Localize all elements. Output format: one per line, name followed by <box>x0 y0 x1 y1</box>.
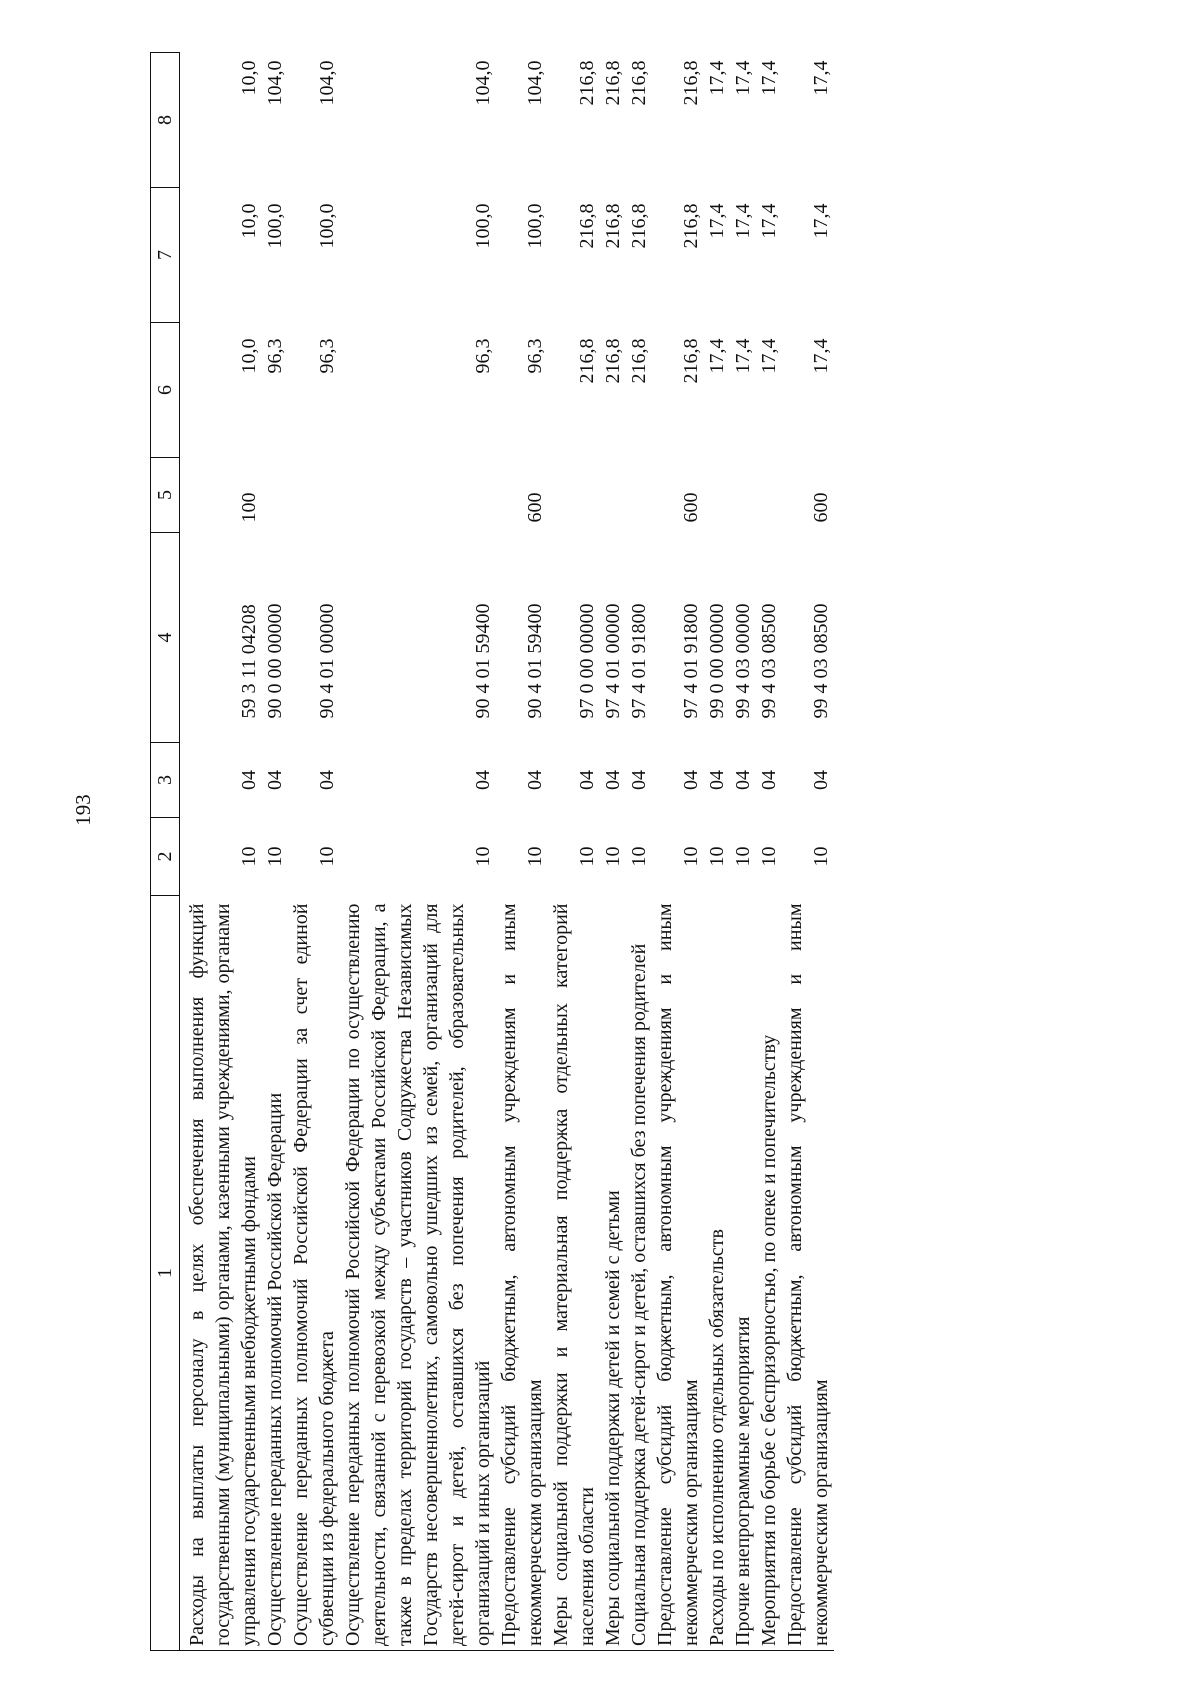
table-row <box>548 53 600 1651</box>
row-target-code: 99 4 03 08500 <box>758 603 780 719</box>
row-name: Предоставление субсидий бюджетным, автономным учреждениям и иным некоммерческим организациям <box>652 896 704 1651</box>
row-value-col-8: 17,4 <box>706 60 728 96</box>
row-value-col-6: 216,8 <box>628 338 650 384</box>
table-body <box>180 53 835 1651</box>
header-col-5: 5 <box>151 458 180 533</box>
row-value-col-7: 100,0 <box>264 203 286 249</box>
row-section: 10 <box>238 846 260 867</box>
row-name: Прочие внепрограммные мероприятия <box>730 896 756 1651</box>
row-subsection: 04 <box>576 770 598 790</box>
row-name: Осуществление переданных полномочий Российской Федерации <box>262 896 288 1651</box>
row-subsection: 04 <box>238 770 260 790</box>
header-col-8: 8 <box>151 53 180 188</box>
row-name: Осуществление переданных полномочий Российской Федерации по осуществлению деятельности, связанной с перевозкой между субъектами Российской Федерации, а также в пределах территорий государств – участников Содружества Независимых Государств несовершеннолетних, самовольно ушедших из семей, организаций для детей-сирот и детей, оставшихся без попечения родителей, образовательных организаций и иных организаций <box>340 896 496 1651</box>
row-expense-type: 600 <box>524 492 546 523</box>
row-value-col-8: 104,0 <box>472 60 494 106</box>
header-col-2: 2 <box>151 818 180 896</box>
row-value-col-6: 17,4 <box>758 338 780 374</box>
row-name: Осуществление переданных полномочий Российской Федерации за счет единой субвенции из федерального бюджета <box>288 896 340 1651</box>
row-name: Предоставление субсидий бюджетным, автономным учреждениям и иным некоммерческим организациям <box>782 896 834 1651</box>
row-subsection: 04 <box>810 770 832 790</box>
row-subsection: 04 <box>706 770 728 790</box>
table-row <box>782 53 834 1651</box>
row-section: 10 <box>602 846 624 867</box>
row-subsection: 04 <box>758 770 780 790</box>
row-target-code: 97 4 01 91800 <box>628 603 650 719</box>
row-expense-type <box>262 458 288 533</box>
rotated-page <box>150 53 1090 1651</box>
row-value-col-7: 100,0 <box>524 203 546 249</box>
row-name: Мероприятия по борьбе с беспризорностью, по опеке и попечительству <box>756 896 782 1651</box>
row-name: Меры социальной поддержки детей и семей с детьми <box>600 896 626 1651</box>
row-value-col-7: 17,4 <box>758 203 780 239</box>
table-row <box>756 53 782 1651</box>
row-value-col-6: 96,3 <box>524 338 546 374</box>
row-value-col-6: 216,8 <box>576 338 598 384</box>
row-name: Меры социальной поддержки и материальная поддержка отдельных категорий населения области <box>548 896 600 1651</box>
row-value-col-8: 104,0 <box>524 60 546 106</box>
row-value-col-7: 216,8 <box>602 203 624 249</box>
row-value-col-6: 216,8 <box>680 338 702 384</box>
row-expense-type: 600 <box>810 492 832 523</box>
table-row <box>626 53 652 1651</box>
row-value-col-7: 17,4 <box>810 203 832 239</box>
row-value-col-8: 216,8 <box>628 60 650 106</box>
row-value-col-7: 17,4 <box>706 203 728 239</box>
row-expense-type <box>600 458 626 533</box>
row-name: Расходы на выплаты персоналу в целях обеспечения выполнения функций государственными (муниципальными) органами, казенными учреждениями, органами управления государственными внебюджетными фондами <box>180 896 263 1651</box>
table-row <box>496 53 548 1651</box>
row-target-code: 99 0 00 00000 <box>706 603 728 719</box>
row-value-col-8: 104,0 <box>316 60 338 106</box>
table-row <box>340 53 496 1651</box>
row-value-col-7: 10,0 <box>238 203 260 239</box>
row-value-col-8: 216,8 <box>602 60 624 106</box>
row-subsection: 04 <box>732 770 754 790</box>
row-expense-type <box>730 458 756 533</box>
row-value-col-7: 216,8 <box>628 203 650 249</box>
row-subsection: 04 <box>472 770 494 790</box>
row-subsection: 04 <box>524 770 546 790</box>
row-target-code: 90 4 01 00000 <box>316 603 338 719</box>
row-name: Социальная поддержка детей-сирот и детей, оставшихся без попечения родителей <box>626 896 652 1651</box>
row-target-code: 97 4 01 91800 <box>680 603 702 719</box>
row-value-col-8: 17,4 <box>810 60 832 96</box>
row-section: 10 <box>576 846 598 867</box>
row-value-col-6: 17,4 <box>706 338 728 374</box>
row-value-col-6: 96,3 <box>316 338 338 374</box>
header-col-6: 6 <box>151 323 180 458</box>
row-value-col-7: 100,0 <box>472 203 494 249</box>
row-target-code: 99 4 03 08500 <box>810 603 832 719</box>
row-value-col-6: 96,3 <box>472 338 494 374</box>
table-row <box>704 53 730 1651</box>
row-target-code: 90 4 01 59400 <box>524 603 546 719</box>
row-value-col-8: 10,0 <box>238 60 260 96</box>
row-subsection: 04 <box>264 770 286 790</box>
row-section: 10 <box>264 846 286 867</box>
row-target-code: 99 4 03 00000 <box>732 603 754 719</box>
page-number: 193 <box>71 794 95 826</box>
row-subsection: 04 <box>628 770 650 790</box>
budget-table <box>150 52 834 1651</box>
row-section: 10 <box>524 846 546 867</box>
row-value-col-7: 216,8 <box>576 203 598 249</box>
table-row <box>652 53 704 1651</box>
row-expense-type <box>626 458 652 533</box>
row-section: 10 <box>810 846 832 867</box>
table-row <box>262 53 288 1651</box>
table-row <box>730 53 756 1651</box>
row-target-code: 97 4 01 00000 <box>602 603 624 719</box>
row-section: 10 <box>680 846 702 867</box>
row-value-col-8: 216,8 <box>680 60 702 106</box>
header-col-7: 7 <box>151 188 180 323</box>
row-expense-type: 100 <box>238 492 260 523</box>
header-col-3: 3 <box>151 743 180 818</box>
row-value-col-7: 17,4 <box>732 203 754 239</box>
row-name: Расходы по исполнению отдельных обязательств <box>704 896 730 1651</box>
header-col-4: 4 <box>151 533 180 743</box>
row-value-col-7: 216,8 <box>680 203 702 249</box>
row-value-col-6: 17,4 <box>732 338 754 374</box>
row-value-col-6: 17,4 <box>810 338 832 374</box>
table-header-row <box>151 53 180 1651</box>
row-value-col-6: 216,8 <box>602 338 624 384</box>
row-expense-type <box>756 458 782 533</box>
row-target-code: 90 0 00 00000 <box>264 603 286 719</box>
row-target-code: 97 0 00 00000 <box>576 603 598 719</box>
row-section: 10 <box>628 846 650 867</box>
row-value-col-8: 17,4 <box>758 60 780 96</box>
header-col-1: 1 <box>151 896 180 1651</box>
row-section: 10 <box>758 846 780 867</box>
row-expense-type <box>548 458 600 533</box>
row-subsection: 04 <box>602 770 624 790</box>
row-expense-type <box>340 458 496 533</box>
row-section: 10 <box>472 846 494 867</box>
row-section: 10 <box>316 846 338 867</box>
table-row <box>600 53 626 1651</box>
row-section: 10 <box>706 846 728 867</box>
row-expense-type <box>704 458 730 533</box>
row-value-col-7: 100,0 <box>316 203 338 249</box>
table-row <box>180 53 263 1651</box>
row-value-col-6: 96,3 <box>264 338 286 374</box>
row-target-code: 90 4 01 59400 <box>472 603 494 719</box>
row-value-col-8: 17,4 <box>732 60 754 96</box>
row-section: 10 <box>732 846 754 867</box>
row-value-col-6: 10,0 <box>238 338 260 374</box>
row-subsection: 04 <box>316 770 338 790</box>
row-value-col-8: 104,0 <box>264 60 286 106</box>
row-expense-type: 600 <box>680 492 702 523</box>
row-target-code: 59 3 11 04208 <box>238 604 260 719</box>
row-value-col-8: 216,8 <box>576 60 598 106</box>
row-subsection: 04 <box>680 770 702 790</box>
table-row <box>288 53 340 1651</box>
row-name: Предоставление субсидий бюджетным, автономным учреждениям и иным некоммерческим организациям <box>496 896 548 1651</box>
row-expense-type <box>288 458 340 533</box>
